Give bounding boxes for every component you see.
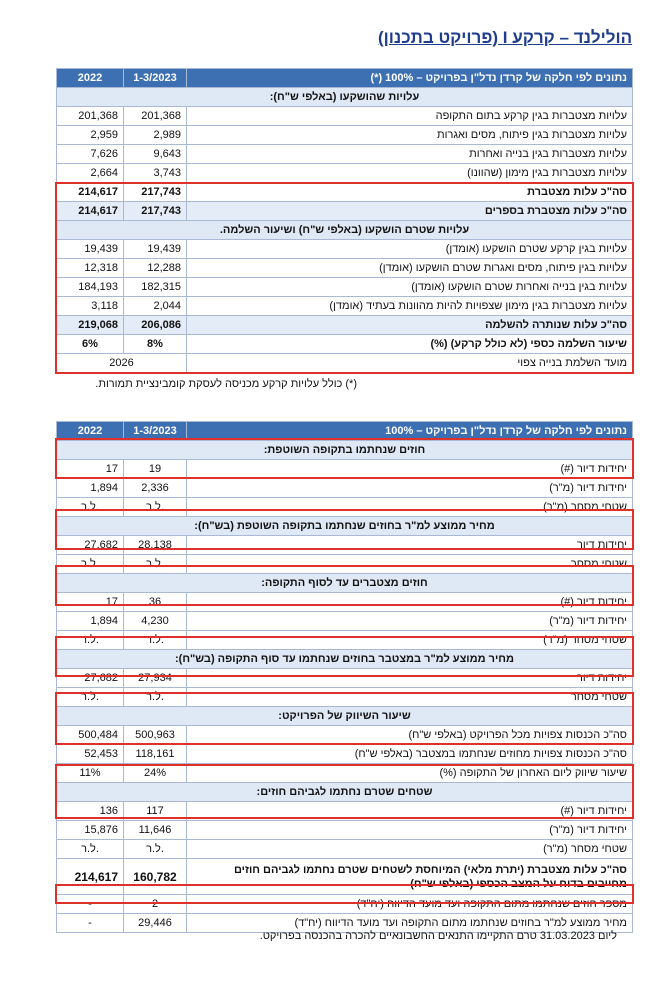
footnote: ליום 31.03.2023 טרם התקיימו התנאים החשבונאיים להכרה בהכנסה בפרויקט. bbox=[259, 930, 617, 942]
cell-2022: ל.ר. bbox=[57, 688, 124, 707]
section-heading: חוזים מצטברים עד לסוף התקופה: bbox=[57, 574, 633, 593]
table-row bbox=[57, 240, 633, 259]
cell-2022: 136 bbox=[57, 802, 124, 821]
row-label: עלויות מצטברות בגין מימון שצפויות להיות מהוונות בעתיד (אומדן) bbox=[187, 297, 633, 316]
table-row bbox=[57, 726, 633, 745]
cell-2023: ל.ר. bbox=[124, 498, 187, 517]
total-row bbox=[57, 202, 633, 221]
cell-2023: 500,963 bbox=[124, 726, 187, 745]
section-heading: חוזים שנחתמו בתקופה השוטפת: bbox=[57, 441, 633, 460]
cell-2022: - bbox=[57, 914, 124, 933]
total-row bbox=[57, 859, 633, 895]
table-row bbox=[57, 631, 633, 650]
col-header-q1-2023: 1-3/2023 bbox=[124, 422, 187, 441]
cell-2023: 28,138 bbox=[124, 536, 187, 555]
cell-2023: 12,288 bbox=[124, 259, 187, 278]
cell-2022: 15,876 bbox=[57, 821, 124, 840]
col-header-2022: 2022 bbox=[57, 422, 124, 441]
cell-2023: ל.ר. bbox=[124, 631, 187, 650]
cell-2023: ל.ר. bbox=[124, 688, 187, 707]
cell-2022: 27,682 bbox=[57, 669, 124, 688]
cell-2023: 9,643 bbox=[124, 145, 187, 164]
cell-2023: 217,743 bbox=[124, 202, 187, 221]
cell-2023: 19 bbox=[124, 460, 187, 479]
cell-2023: 4,230 bbox=[124, 612, 187, 631]
row-label: שטחי מסחר bbox=[187, 555, 633, 574]
cell-2023: 2,044 bbox=[124, 297, 187, 316]
completion-date-row bbox=[57, 354, 633, 373]
table-header-row bbox=[57, 422, 633, 441]
cell-2023: ל.ר. bbox=[124, 840, 187, 859]
cell-2022: 214,617 bbox=[57, 202, 124, 221]
cell-2022: ל.ר. bbox=[57, 555, 124, 574]
section-heading: שטחים שטרם נחתמו לגביהם חוזים: bbox=[57, 783, 633, 802]
table-header-label: נתונים לפי חלקה של קרדן נדל"ן בפרויקט – 100% bbox=[187, 422, 633, 441]
row-label: יחידות דיור bbox=[187, 536, 633, 555]
cell-2022: 3,118 bbox=[57, 297, 124, 316]
cell-2023: 2 bbox=[124, 895, 187, 914]
cell-2023: 206,086 bbox=[124, 316, 187, 335]
col-header-q1-2023: 1-3/2023 bbox=[124, 69, 187, 88]
table-row bbox=[57, 669, 633, 688]
costs-table bbox=[56, 68, 633, 373]
table-row bbox=[57, 164, 633, 183]
cell-2023: ל.ר. bbox=[124, 555, 187, 574]
row-label: יחידות דיור (מ"ר) bbox=[187, 479, 633, 498]
cell-2023: 27,934 bbox=[124, 669, 187, 688]
row-label: עלויות מצטברות בגין קרקע בתום התקופה bbox=[187, 107, 633, 126]
row-label: מספר חוזים שנחתמו מתום התקופה ועד מועד הדיווח (יח"ד) bbox=[187, 895, 633, 914]
cell-2023: 19,439 bbox=[124, 240, 187, 259]
row-label: יחידות דיור (מ"ר) bbox=[187, 612, 633, 631]
table-row bbox=[57, 802, 633, 821]
cell-2022: - bbox=[57, 895, 124, 914]
section-heading: שיעור השיווק של הפרויקט: bbox=[57, 707, 633, 726]
table-row bbox=[57, 840, 633, 859]
row-label: שיעור השלמה כספי (לא כולל קרקע) (%) bbox=[187, 335, 633, 354]
completion-rate-row bbox=[57, 335, 633, 354]
cell-2022: 52,453 bbox=[57, 745, 124, 764]
cell-2022: 2,959 bbox=[57, 126, 124, 145]
row-label: סה"כ הכנסות צפויות מחוזים שנחתמו במצטבר (באלפי ש"ח) bbox=[187, 745, 633, 764]
cell-2023: 29,446 bbox=[124, 914, 187, 933]
row-label: סה"כ עלות מצטברת (יתרת מלאי) המיוחסת לשטחים שטרם נחתמו לגביהם חוזים מחייבים בדוח על המצב הכספי (באלפי ש"ח) bbox=[187, 859, 633, 895]
cell-2023: 2,336 bbox=[124, 479, 187, 498]
section-heading: מחיר ממוצע למ"ר בחוזים שנחתמו בתקופה השוטפת (בש"ח): bbox=[57, 517, 633, 536]
table-row bbox=[57, 536, 633, 555]
cell-2022: ל.ר. bbox=[57, 840, 124, 859]
row-label: סה"כ עלות שנותרה להשלמה bbox=[187, 316, 633, 335]
section-heading: עלויות שהושקעו (באלפי ש"ח): bbox=[57, 88, 633, 107]
cell-2022: 17 bbox=[57, 593, 124, 612]
row-label: עלויות מצטברות בגין מימון (שהוונו) bbox=[187, 164, 633, 183]
table-row bbox=[57, 895, 633, 914]
row-label: עלויות בגין קרקע שטרם הושקעו (אומדן) bbox=[187, 240, 633, 259]
table-row bbox=[57, 688, 633, 707]
total-row bbox=[57, 183, 633, 202]
table-row bbox=[57, 479, 633, 498]
table-header-row bbox=[57, 69, 633, 88]
row-label: עלויות בגין פיתוח, מסים ואגרות שטרם הושקעו (אומדן) bbox=[187, 259, 633, 278]
row-label: שטחי מסחר (מ"ר) bbox=[187, 840, 633, 859]
sales-table bbox=[56, 421, 633, 933]
cell-2022: 214,617 bbox=[57, 183, 124, 202]
table-row bbox=[57, 555, 633, 574]
cell-2022: 2,664 bbox=[57, 164, 124, 183]
cell-2022: ל.ר. bbox=[57, 498, 124, 517]
cell-2023: 160,782 bbox=[124, 859, 187, 895]
cell-2022: 201,368 bbox=[57, 107, 124, 126]
row-label: מועד השלמת בנייה צפוי bbox=[187, 354, 633, 373]
cell-2023: 217,743 bbox=[124, 183, 187, 202]
cell-2022: 6% bbox=[57, 335, 124, 354]
cell-2023: 118,161 bbox=[124, 745, 187, 764]
cell-2022: 11% bbox=[57, 764, 124, 783]
cell-2023: 24% bbox=[124, 764, 187, 783]
cell-2023: 11,646 bbox=[124, 821, 187, 840]
row-label: שטחי מסחר (מ"ר) bbox=[187, 498, 633, 517]
cell-2022: 17 bbox=[57, 460, 124, 479]
cell-2022: 19,439 bbox=[57, 240, 124, 259]
cell-2023: 201,368 bbox=[124, 107, 187, 126]
table-row bbox=[57, 460, 633, 479]
row-label: עלויות מצטברות בגין פיתוח, מסים ואגרות bbox=[187, 126, 633, 145]
cell-2022: 219,068 bbox=[57, 316, 124, 335]
completion-year: 2026 bbox=[57, 354, 187, 373]
cell-2022: 500,484 bbox=[57, 726, 124, 745]
cell-2022: 1,894 bbox=[57, 612, 124, 631]
row-label: יחידות דיור (#) bbox=[187, 802, 633, 821]
table-row bbox=[57, 278, 633, 297]
table-row bbox=[57, 498, 633, 517]
table-row bbox=[57, 145, 633, 164]
row-label: סה"כ עלות מצטברת בספרים bbox=[187, 202, 633, 221]
row-label: שיעור שיווק ליום האחרון של התקופה (%) bbox=[187, 764, 633, 783]
col-header-2022: 2022 bbox=[57, 69, 124, 88]
cell-2022: ל.ר. bbox=[57, 631, 124, 650]
cell-2023: 2,989 bbox=[124, 126, 187, 145]
row-label: שטחי מסחר (מ"ר) bbox=[187, 631, 633, 650]
section-heading: עלויות שטרם הושקעו (באלפי ש"ח) ושיעור השלמה. bbox=[57, 221, 633, 240]
table-header-label: נתונים לפי חלקה של קרדן נדל"ן בפרויקט – 100% (*) bbox=[187, 69, 633, 88]
table-row bbox=[57, 126, 633, 145]
row-label: סה"כ עלות מצטברת bbox=[187, 183, 633, 202]
cell-2023: 3,743 bbox=[124, 164, 187, 183]
table-row bbox=[57, 107, 633, 126]
total-row bbox=[57, 316, 633, 335]
table-row bbox=[57, 297, 633, 316]
row-label: יחידות דיור (מ"ר) bbox=[187, 821, 633, 840]
row-label: סה"כ הכנסות צפויות מכל הפרויקט (באלפי ש"ח) bbox=[187, 726, 633, 745]
cell-2022: 12,318 bbox=[57, 259, 124, 278]
table-row bbox=[57, 593, 633, 612]
footnote: (*) כולל עלויות קרקע מכניסה לעסקת קומבינציית תמורות. bbox=[95, 378, 357, 390]
page-title: הולילנד – קרקע I (פרויקט בתכנון) bbox=[378, 28, 633, 47]
table-row bbox=[57, 259, 633, 278]
row-label: יחידות דיור (#) bbox=[187, 460, 633, 479]
cell-2022: 27,682 bbox=[57, 536, 124, 555]
row-label: יחידות דיור (#) bbox=[187, 593, 633, 612]
cell-2022: 184,193 bbox=[57, 278, 124, 297]
cell-2023: 8% bbox=[124, 335, 187, 354]
cell-2022: 214,617 bbox=[57, 859, 124, 895]
table-row bbox=[57, 821, 633, 840]
table-row bbox=[57, 764, 633, 783]
section-heading: מחיר ממוצע למ"ר במצטבר בחוזים שנחתמו עד סוף התקופה (בש"ח): bbox=[57, 650, 633, 669]
row-label: עלויות מצטברות בגין בנייה ואחרות bbox=[187, 145, 633, 164]
cell-2023: 117 bbox=[124, 802, 187, 821]
table-row bbox=[57, 745, 633, 764]
row-label: מחיר ממוצע למ"ר בחוזים שנחתמו מתום התקופה ועד מועד הדיווח (יח"ד) bbox=[187, 914, 633, 933]
cell-2023: 182,315 bbox=[124, 278, 187, 297]
row-label: יחידות דיור bbox=[187, 669, 633, 688]
table-row bbox=[57, 612, 633, 631]
row-label: עלויות בגין בנייה ואחרות שטרם הושקעו (אומדן) bbox=[187, 278, 633, 297]
row-label: שטחי מסחר bbox=[187, 688, 633, 707]
cell-2022: 7,626 bbox=[57, 145, 124, 164]
cell-2022: 1,894 bbox=[57, 479, 124, 498]
cell-2023: 36 bbox=[124, 593, 187, 612]
